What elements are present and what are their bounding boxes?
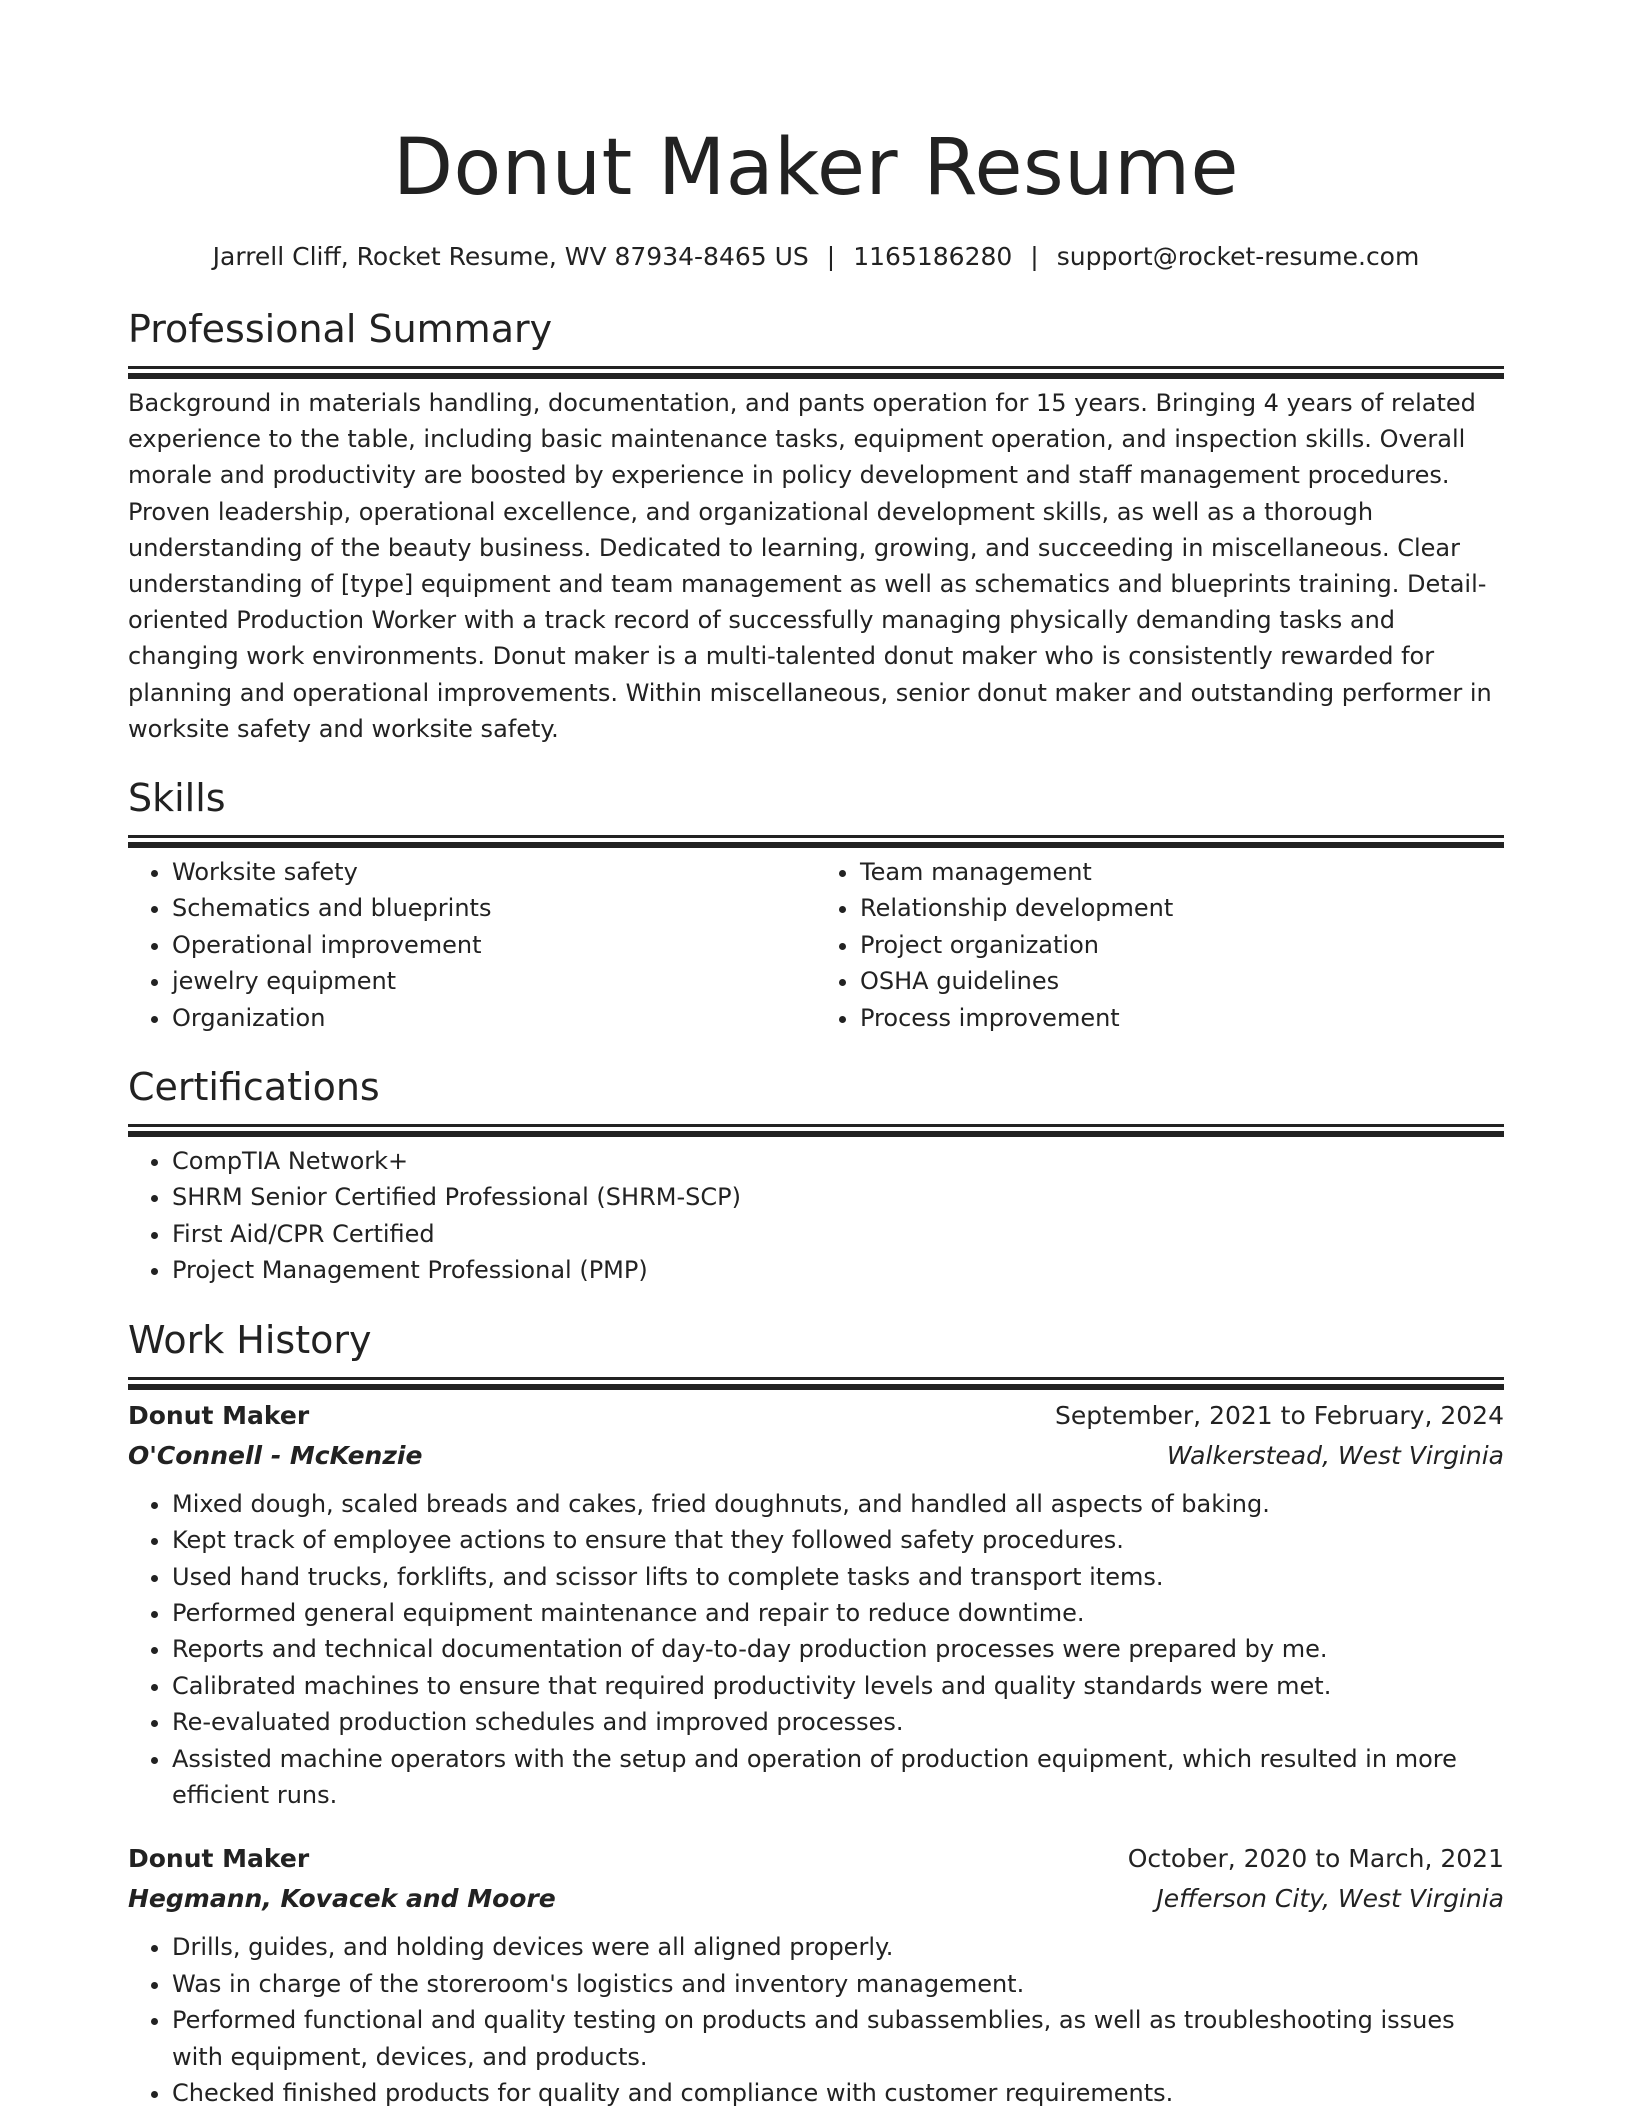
job-duty-item: • Assisted machine operators with the setup and operation of production equipment, which resulted in more efficient runs.: [172, 1741, 1504, 1814]
contact-separator: |: [1030, 242, 1039, 271]
job-location: Jefferson City, West Virginia: [1156, 1884, 1504, 1914]
skills-list-right: [816, 854, 1504, 1036]
job-header: [128, 1839, 1504, 1879]
skill-item: • Team management: [860, 854, 1504, 890]
job-title: Donut Maker: [128, 1400, 310, 1430]
summary-heading: Professional Summary: [128, 307, 553, 351]
contact-line: [128, 240, 1504, 274]
job-duty-item: • Reports and technical documentation of day-to-day production processes were prepared by me.: [172, 1631, 1504, 1667]
section-divider: [128, 1377, 1504, 1380]
job-location: Walkerstead, West Virginia: [1166, 1440, 1504, 1470]
resume-page: [128, 0, 1504, 2123]
resume-title: Donut Maker Resume: [392, 123, 1240, 213]
job-subheader: [128, 1436, 1504, 1476]
skill-item: • Relationship development: [860, 890, 1504, 926]
skills-grid: [128, 854, 1504, 1036]
certification-item: • SHRM Senior Certified Professional (SHRM-SCP): [172, 1179, 1504, 1215]
certifications-heading: Certifications: [128, 1065, 380, 1110]
work-history-heading: Work History: [128, 1317, 372, 1362]
job-subheader: [128, 1879, 1504, 1919]
job-duty-item: • Kept track of employee actions to ensure that they followed safety procedures.: [172, 1522, 1504, 1558]
section-divider: [128, 1124, 1504, 1127]
contact-address: Jarrell Cliff, Rocket Resume, WV 87934-8465 US: [212, 242, 809, 271]
job-duty-item: • Used hand trucks, forklifts, and scissor lifts to complete tasks and transport items.: [172, 1559, 1504, 1595]
job-duty-item: • Mixed dough, scaled breads and cakes, fried doughnuts, and handled all aspects of baking.: [172, 1486, 1504, 1522]
section-divider: [128, 835, 1504, 838]
certification-item: • Project Management Professional (PMP): [172, 1252, 1504, 1288]
skill-item: • jewelry equipment: [172, 963, 816, 999]
job-duty-item: • Performed functional and quality testing on products and subassemblies, as well as troubleshooting issues with equipment, devices, and products.: [172, 2002, 1504, 2075]
job-duty-item: • Was in charge of the storeroom's logistics and inventory management.: [172, 1966, 1504, 2002]
skills-list-left: [128, 854, 816, 1036]
job-duty-item: • Re-evaluated production schedules and improved processes.: [172, 1704, 1504, 1740]
section-divider: [128, 366, 1504, 369]
summary-text: Background in materials handling, documentation, and pants operation for 15 years. Bringing 4 years of related experience to the table, including basic maintenance tasks, equipment operation, and inspection skills. Overall morale and productivity are boosted by experience in policy development and staff management procedures. Proven leadership, operational excellence, and organizational development skills, as well as a thorough understanding of the beauty business. Dedicated to learning, growing, and succeeding in miscellaneous. Clear understanding of [type] equipment and team management as well as schematics and blueprints training. Detail-oriented Production Worker with a track record of successfully managing physically demanding tasks and changing work environments. Donut maker is a multi-talented donut maker who is consistently rewarded for planning and operational improvements. Within miscellaneous, senior donut maker and outstanding performer in worksite safety and worksite safety.: [128, 389, 1492, 743]
skill-item: • Process improvement: [860, 1000, 1504, 1036]
job-entry: [128, 1396, 1504, 1814]
skill-item: • Worksite safety: [172, 854, 816, 890]
job-company: O'Connell - McKenzie: [128, 1440, 423, 1470]
job-duty-item: • Calibrated machines to ensure that required productivity levels and quality standards were met.: [172, 1668, 1504, 1704]
job-header: [128, 1396, 1504, 1436]
skill-item: • Schematics and blueprints: [172, 890, 816, 926]
skill-item: • Project organization: [860, 927, 1504, 963]
contact-phone: 1165186280: [853, 242, 1013, 271]
certifications-list: [128, 1143, 1504, 1289]
job-duties-list: [128, 1486, 1504, 1814]
job-duty-item: • Performed general equipment maintenance and repair to reduce downtime.: [172, 1595, 1504, 1631]
contact-email[interactable]: support@rocket-resume.com: [1056, 242, 1420, 271]
job-company: Hegmann, Kovacek and Moore: [128, 1884, 556, 1914]
work-history-section: [128, 1315, 1504, 2112]
job-duty-item: • Drills, guides, and holding devices were all aligned properly.: [172, 1929, 1504, 1965]
job-duty-item: • Checked finished products for quality and compliance with customer requirements.: [172, 2075, 1504, 2111]
skill-item: • OSHA guidelines: [860, 963, 1504, 999]
certification-item: • First Aid/CPR Certified: [172, 1216, 1504, 1252]
job-dates: September, 2021 to February, 2024: [1055, 1400, 1504, 1430]
contact-separator: |: [826, 242, 836, 271]
job-duties-list: [128, 1929, 1504, 2111]
skill-item: • Operational improvement: [172, 927, 816, 963]
skill-item: • Organization: [172, 1000, 816, 1036]
skills-heading: Skills: [128, 776, 226, 821]
job-dates: October, 2020 to March, 2021: [1127, 1844, 1504, 1874]
summary-section: [128, 304, 1504, 747]
job-title: Donut Maker: [128, 1844, 310, 1874]
certifications-section: [128, 1062, 1504, 1289]
certification-item: • CompTIA Network+: [172, 1143, 1504, 1179]
skills-section: [128, 773, 1504, 1036]
job-entry: [128, 1839, 1504, 2111]
